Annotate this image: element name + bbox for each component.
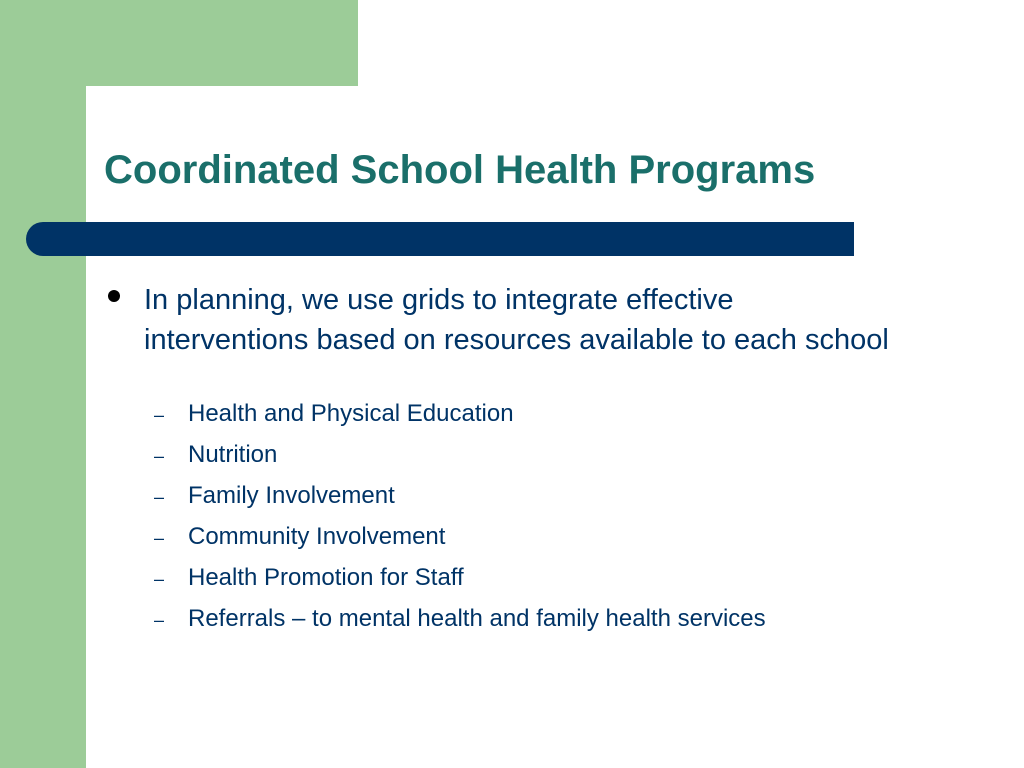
dash-icon: – — [154, 487, 165, 507]
sub-item-text: Referrals – to mental health and family health services — [188, 605, 766, 632]
green-accent-left — [0, 0, 86, 768]
dash-icon: – — [154, 528, 165, 548]
dash-icon: – — [154, 446, 165, 466]
list-item — [150, 441, 910, 482]
sub-item-text: Health Promotion for Staff — [188, 564, 464, 591]
main-bullet — [108, 280, 898, 360]
sub-bullet-list — [150, 400, 910, 646]
sub-item-text: Health and Physical Education — [188, 400, 514, 427]
list-item — [150, 605, 910, 646]
list-item — [150, 523, 910, 564]
sub-item-text: Family Involvement — [188, 482, 395, 509]
sub-item-text: Community Involvement — [188, 523, 446, 550]
list-item — [150, 564, 910, 605]
dash-icon: – — [154, 610, 165, 630]
dash-icon: – — [154, 405, 165, 425]
slide-title: Coordinated School Health Programs — [104, 148, 816, 192]
bullet-dot-icon — [108, 290, 120, 302]
sub-item-text: Nutrition — [188, 441, 278, 468]
list-item — [150, 400, 910, 441]
title-underline-bar — [26, 222, 854, 256]
list-item — [150, 482, 910, 523]
main-bullet-text: In planning, we use grids to integrate effective interventions based on resources available to each school — [144, 284, 889, 356]
dash-icon: – — [154, 569, 165, 589]
